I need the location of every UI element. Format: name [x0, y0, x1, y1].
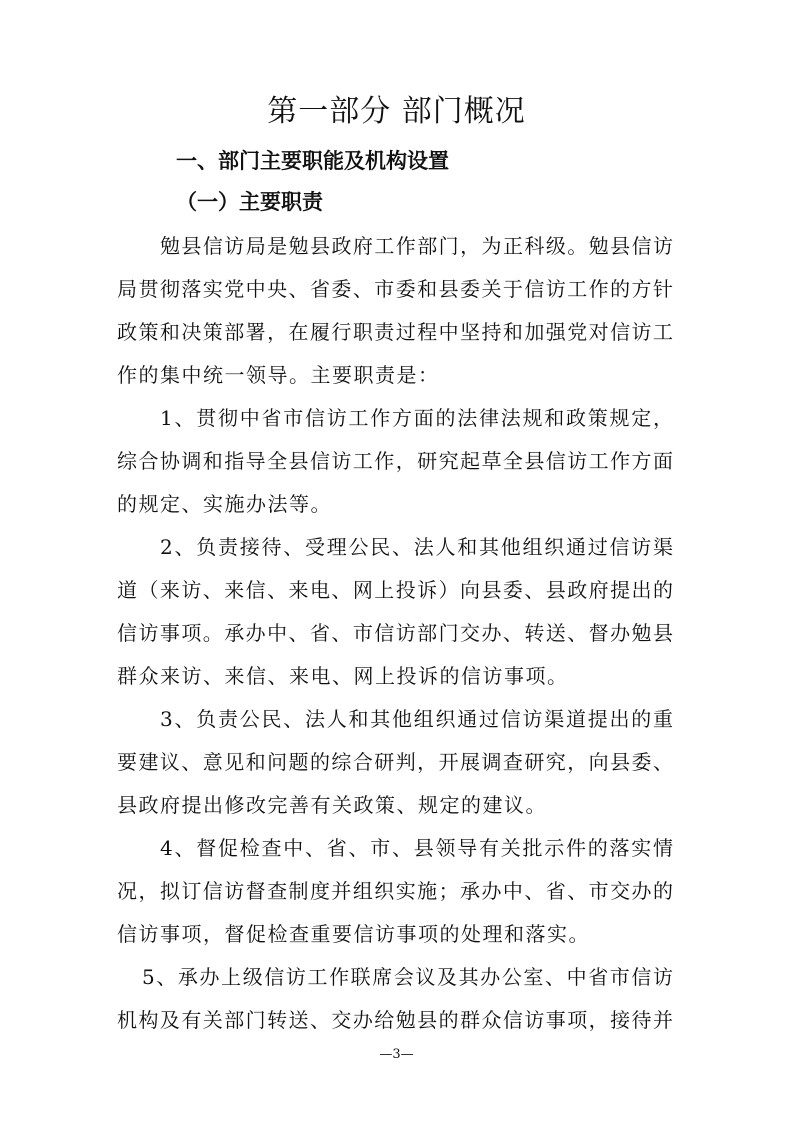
- intro-line-3: 政策和决策部署，在履行职责过程中坚持和加强党对信访工: [117, 320, 673, 344]
- duty-3-line-3: 县政府提出修改完善有关政策、规定的建议。: [117, 793, 547, 817]
- duty-3-line-1: 3、负责公民、法人和其他组织通过信访渠道提出的重: [160, 707, 673, 731]
- page-number: —3—: [379, 1047, 414, 1062]
- subsection-heading: （一）主要职责: [176, 190, 323, 214]
- duty-4-line-1: 4、督促检查中、省、市、县领导有关批示件的落实情: [160, 836, 673, 860]
- duty-1-line-3: 的规定、实施办法等。: [117, 492, 332, 516]
- duty-5-line-2: 机构及有关部门转送、交办给勉县的群众信访事项，接待并: [117, 1008, 673, 1032]
- intro-line-1: 勉县信访局是勉县政府工作部门，为正科级。勉县信访: [160, 234, 673, 258]
- intro-line-2: 局贯彻落实党中央、省委、市委和县委关于信访工作的方针: [117, 277, 673, 301]
- duty-4-line-3: 信访事项，督促检查重要信访事项的处理和落实。: [117, 922, 590, 946]
- duty-2-line-1: 2、负责接待、受理公民、法人和其他组织通过信访渠: [160, 535, 673, 559]
- duty-5-line-1: 5、承办上级信访工作联席会议及其办公室、中省市信访: [142, 965, 673, 989]
- duty-1-line-2: 综合协调和指导全县信访工作，研究起草全县信访工作方面: [117, 449, 673, 473]
- duty-2-line-2: 道（来访、来信、来电、网上投诉）向县委、县政府提出的: [117, 578, 673, 602]
- duty-3-line-2: 要建议、意见和问题的综合研判，开展调查研究，向县委、: [117, 750, 673, 774]
- duty-4-line-2: 况，拟订信访督查制度并组织实施；承办中、省、市交办的: [117, 879, 673, 903]
- duty-2-line-4: 群众来访、来信、来电、网上投诉的信访事项。: [117, 664, 569, 688]
- duty-2-line-3: 信访事项。承办中、省、市信访部门交办、转送、督办勉县: [117, 621, 673, 645]
- intro-line-4: 作的集中统一领导。主要职责是：: [117, 363, 440, 387]
- duty-1-line-1: 1、贯彻中省市信访工作方面的法律法规和政策规定，: [160, 406, 673, 430]
- section-heading: 一、部门主要职能及机构设置: [176, 149, 449, 173]
- page-title: 第一部分 部门概况: [267, 94, 526, 129]
